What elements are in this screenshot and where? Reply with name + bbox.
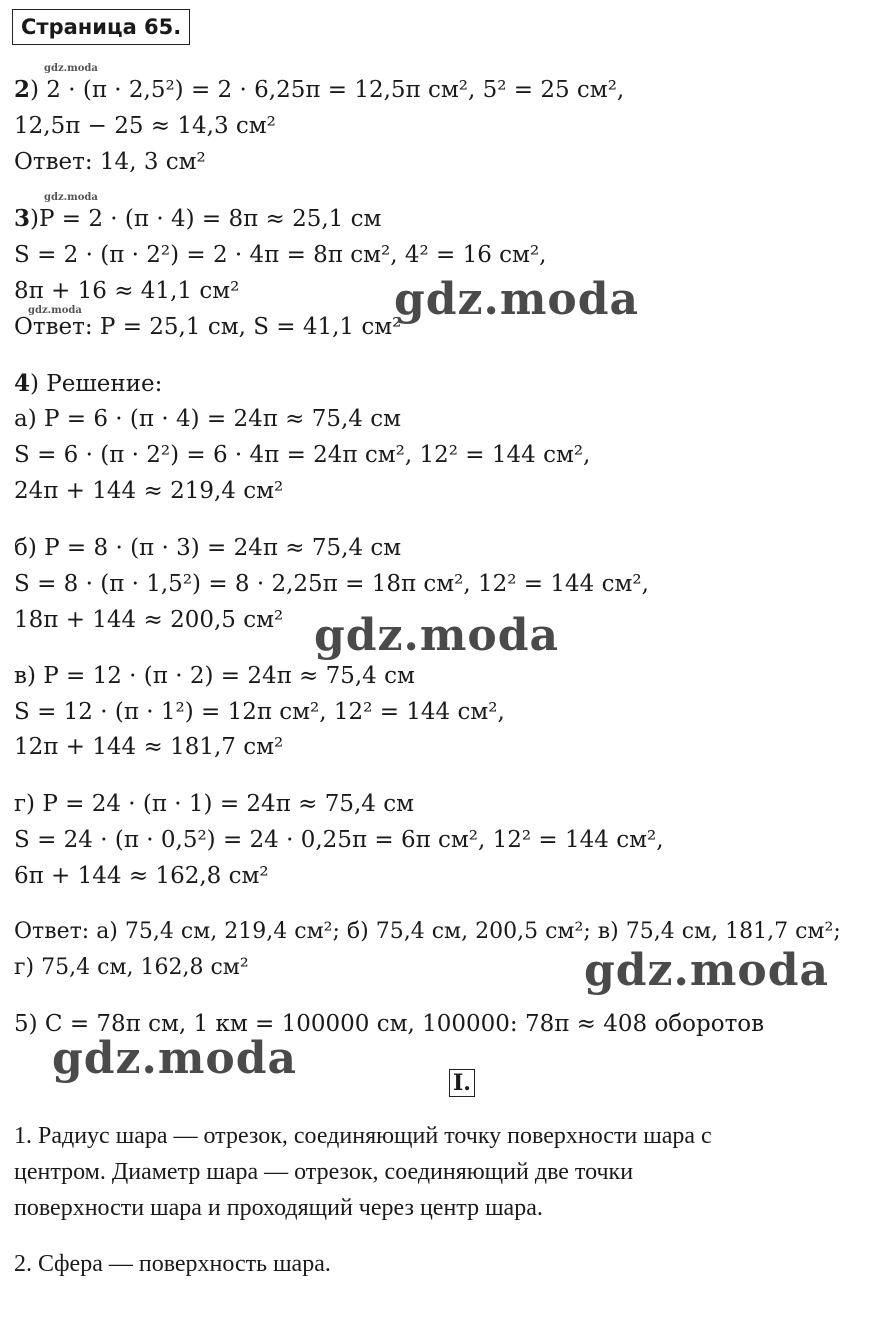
p3-line1 [14,205,381,233]
p4-g-line3: 6π + 144 ≈ 162,8 см² [14,863,269,889]
p3-answer: Ответ: P = 25,1 см, S = 41,1 см² [14,314,402,340]
p4-a-line1: а) P = 6 · (π · 4) = 24π ≈ 75,4 см [14,406,402,432]
p4-v-line3: 12π + 144 ≈ 181,7 см² [14,734,284,760]
p4-number: 4 [14,370,31,397]
p2-line2: 12,5π − 25 ≈ 14,3 см² [14,113,276,139]
small-watermark: gdz.moda [28,305,82,316]
p2-number: 2 [14,76,31,103]
p4-a-line2: S = 6 · (π · 2²) = 6 · 4π = 24π см², 12² = 144 см², [14,442,591,468]
small-watermark: gdz.moda [44,63,98,74]
p4-v-line2: S = 12 · (π · 1²) = 12π см², 12² = 144 см², [14,699,505,725]
big-watermark: gdz.moda [314,610,560,661]
theory-2: 2. Сфера — поверхность шара. [14,1251,331,1277]
p4-g-line1: г) P = 24 · (π · 1) = 24π ≈ 75,4 см [14,791,414,817]
p4-answer-line2: г) 75,4 см, 162,8 см² [14,955,249,980]
small-watermark: gdz.moda [44,192,98,203]
p4-g-line2: S = 24 · (π · 0,5²) = 24 · 0,25π = 6π см², 12² = 144 см², [14,827,664,853]
p3-number: 3 [14,205,31,232]
p4-b-line2: S = 8 · (π · 1,5²) = 8 · 2,25π = 18π см², 12² = 144 см², [14,571,649,597]
p4-answer-line1: Ответ: а) 75,4 см, 219,4 см²; б) 75,4 см, 200,5 см²; в) 75,4 см, 181,7 см²; [14,919,841,944]
p5-line1: 5) C = 78π см, 1 км = 100000 см, 100000: 78π ≈ 408 оборотов [14,1011,765,1037]
section-number: I. [449,1069,475,1097]
p4-v-line1: в) P = 12 · (π · 2) = 24π ≈ 75,4 см [14,663,415,689]
page-title: Страница 65. [12,9,190,45]
theory-1c: поверхности шара и проходящий через центр шара. [14,1195,543,1221]
p4-b-line1: б) P = 8 · (π · 3) = 24π ≈ 75,4 см [14,535,402,561]
p4-heading [14,370,162,398]
p3-line3: 8π + 16 ≈ 41,1 см² [14,278,240,304]
p4-b-line3: 18π + 144 ≈ 200,5 см² [14,607,284,633]
theory-1a: 1. Радиус шара — отрезок, соединяющий точку поверхности шара с [14,1123,712,1149]
p2-answer: Ответ: 14, 3 см² [14,149,206,175]
p3-line2: S = 2 · (π · 2²) = 2 · 4π = 8π см², 4² = 16 см², [14,242,547,268]
p2-line1-text: ) 2 · (π · 2,5²) = 2 · 6,25π = 12,5π см², 5² = 25 см², [30,77,625,103]
p2-line1 [14,76,624,104]
p4-heading-text: ) Решение: [30,371,163,397]
theory-1b: центром. Диаметр шара — отрезок, соединяющий две точки [14,1159,634,1185]
big-watermark: gdz.moda [584,945,830,996]
big-watermark: gdz.moda [394,274,640,325]
p4-a-line3: 24π + 144 ≈ 219,4 см² [14,478,284,504]
p3-line1-text: )P = 2 · (π · 4) = 8π ≈ 25,1 см [30,206,382,232]
big-watermark: gdz.moda [52,1033,298,1084]
